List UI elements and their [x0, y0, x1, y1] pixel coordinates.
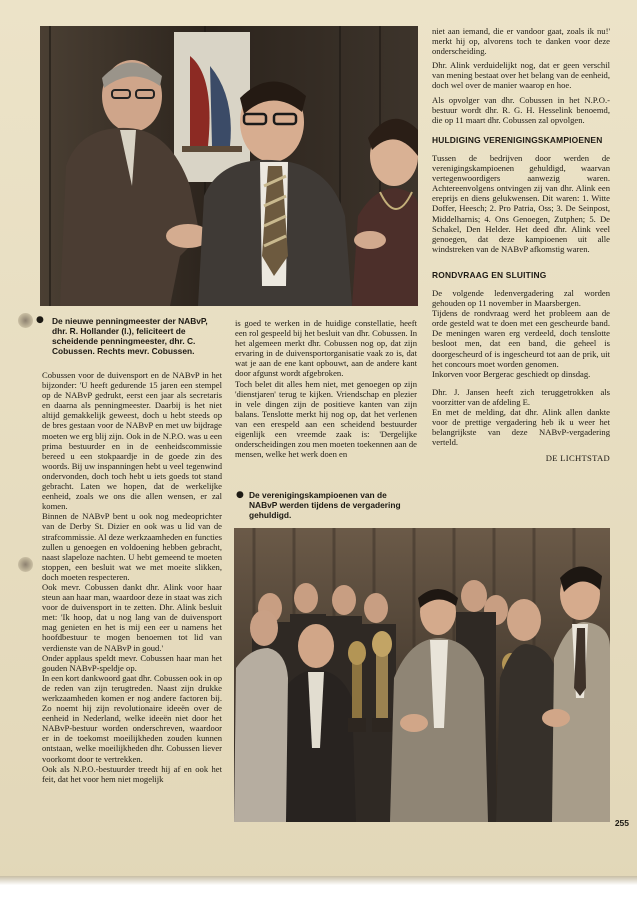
paragraph: Ook mevr. Cobussen dankt dhr. Alink voor haar steun aan haar man, waardoor deze in staat was zich voor de duivensport in te zetten. Dhr. Alink besluit met: 'Ik hoop, dat u nog lang van de duivensport mag genieten en het is mij een eer u namens het hoofdbestuur te mogen benoemen tot lid van verdienste van de NABvP in goud.'	[42, 581, 222, 653]
paragraph: Binnen de NABvP bent u ook nog medeoprichter van de Derby St. Dizier en ook was u lid van de strafcommissie. Al deze werkzaamheden en functies zullen u genoegen en voldoening hebben gebracht, naast slapeloze nachten. U hebt gemeend te moeten stoppen, een besluit wat we met moeite slikken, doch moeten respecteren.	[42, 511, 222, 582]
page-number: 255	[614, 818, 629, 828]
paragraph: Onder applaus speldt mevr. Cobussen haar man het gouden NABvP-speldje op.	[42, 652, 222, 673]
paragraph: Als opvolger van dhr. Cobussen in het N.P.O.-bestuur wordt dhr. R. G. H. Hesselink benoemd, die op 11 maart dhr. Cobussen zal opvolgen.	[432, 94, 610, 125]
paragraph: Cobussen voor de duivensport en de NABvP in het bijzonder: 'U heeft gedurende 15 jaren een stempel op de NABvP gedrukt, eerst een jaar als secretaris en daarna als penningmeester. Daarbij is het niet altijd gemakkelijk geweest, doch u hebt steeds op de bres gestaan voor de NABvP en met uw bijdrage moeten we erg blij zijn. Ook in de N.P.O. was u een prima bestuurder en in de eenheidscommissie bereed u een stokpaardje in de goede zin des woords. Bij uw inspanningen hebt u veel tegenwind ondervonden, doch toch hebt u iets goeds tot stand gebracht. Laten we hopen, dat de werkelijke eenheid, zoals we ons die allen wensen, er zal komen.	[42, 370, 222, 512]
page-bottom-edge	[0, 876, 637, 899]
caption-text: De verenigingskampioenen van de NABvP werden tijdens de vergadering gehuldigd.	[249, 490, 401, 520]
article-column-right	[432, 26, 610, 463]
punch-hole	[18, 313, 33, 328]
punch-hole	[18, 557, 33, 572]
paragraph: is goed te werken in de huidige constellatie, heeft een rol gespeeld bij het besluit van dhr. Cobussen. In het algemeen merkt dhr. Cobussen nog op, dat zijn ervaring in de duivensportorganisatie vaak zo is, dat wat je aan de ene kant opbouwt, aan de andere kant door afgunst wordt afgebroken.	[235, 318, 417, 379]
article-column-middle	[235, 318, 417, 459]
paragraph: Ook als N.P.O.-bestuurder treedt hij af en ook het feit, dat het voor hem niet mogelijk	[42, 763, 222, 784]
paragraph: Tijdens de rondvraag werd het probleem aan de orde gesteld wat te doen met een gescheurde band. De meningen waren erg verdeeld, doch tenslotte besloot men, dat een band, die geheel is doorgescheurd of is ingescheurd tot aan de prik, uit het concours moet worden genomen.	[432, 308, 610, 369]
paragraph: In een kort dankwoord gaat dhr. Cobussen ook in op de reden van zijn terugtreden. Naast zijn drukke werkzaamheden komen er nog andere factoren bij. Zo noemt hij zijn revolutionaire ideeën over de eenheid in Nederland, welke ideeën niet door het NABvP-bestuur worden onderschreven, waardoor er in de toekomst moeilijkheden zouden kunnen ontstaan, welke moeilijkheden dhr. Cobussen liever voorkomt door te vertrekken.	[42, 672, 222, 764]
paragraph: De volgende ledenvergadering zal worden gehouden op 11 november in Maarsbergen.	[432, 287, 610, 309]
caption-text: De nieuwe penningmeester der NABvP, dhr. R. Hollander (l.), feliciteert de scheidende penningmeester, dhr. C. Cobussen. Rechts mevr. Cobussen.	[52, 316, 208, 356]
paragraph: Inkorven voor Bergerac geschiedt op dinsdag.	[432, 368, 591, 379]
author-signature: DE LICHTSTAD	[545, 453, 610, 464]
caption-bullet: ●	[236, 490, 244, 500]
caption-bullet: ●	[36, 315, 44, 325]
paragraph: Dhr. J. Jansen heeft zich teruggetrokken als voorzitter van de afdeling E.	[432, 386, 610, 407]
paragraph: niet aan iemand, die er vandoor gaat, zoals ik nu!' merkt hij op, alvorens toch te danken voor deze onderscheiding.	[432, 26, 610, 57]
section-heading: RONDVRAAG EN SLUITING	[432, 269, 547, 280]
paragraph: En met de melding, dat dhr. Alink allen dankte voor de prettige vergadering heb ik u weer het belangrijkste van deze NABvP-vergadering verteld.	[432, 407, 610, 448]
article-column-left	[42, 370, 222, 784]
section-heading: HULDIGING VERENIGINGSKAMPIOENEN	[432, 134, 603, 145]
photo-caption	[42, 316, 220, 356]
photo-champions	[234, 528, 610, 822]
paragraph: Tussen de bedrijven door werden de verenigingskampioenen gehuldigd, waarvan vertegenwoordigers aanwezig waren. Achtereenvolgens ontvingen zij van dhr. Alink een ereprijs en diens gelukwensen. Dit waren: 1. Witte Doffer, Heesch; 2. Pro Patria, Oss; 3. De Seinpost, Middelharnis; 4. Ons Genoegen, Zutphen; 5. De Schakel, Den Helder. Het deed dhr. Alink veel genoegen, dat deze kampioenen uit alle windstreken van de NABvP afkomstig waren.	[432, 152, 610, 254]
paragraph: Dhr. Alink verduidelijkt nog, dat er geen verschil van mening bestaat over het belang van de eenheid, doch wel over de manier waarop en hoe.	[432, 60, 610, 91]
photo-handshake	[40, 26, 418, 306]
photo-caption	[235, 490, 417, 520]
paragraph: Toch belet dit alles hem niet, met genoegen op zijn 'dienstjaren' terug te kijken. Vriendschap en plezier in vele dingen zijn de positieve kanten van zijn balans. Tenslotte merkt hij nog op, dat het verlenen van een erespeld aan een scheidend bestuurder eigenlijk een vreemde zaak is: 'Dergelijke onderscheidingen zou men moeten toekennen aan de mensen, welke het werk doen en	[235, 378, 417, 460]
